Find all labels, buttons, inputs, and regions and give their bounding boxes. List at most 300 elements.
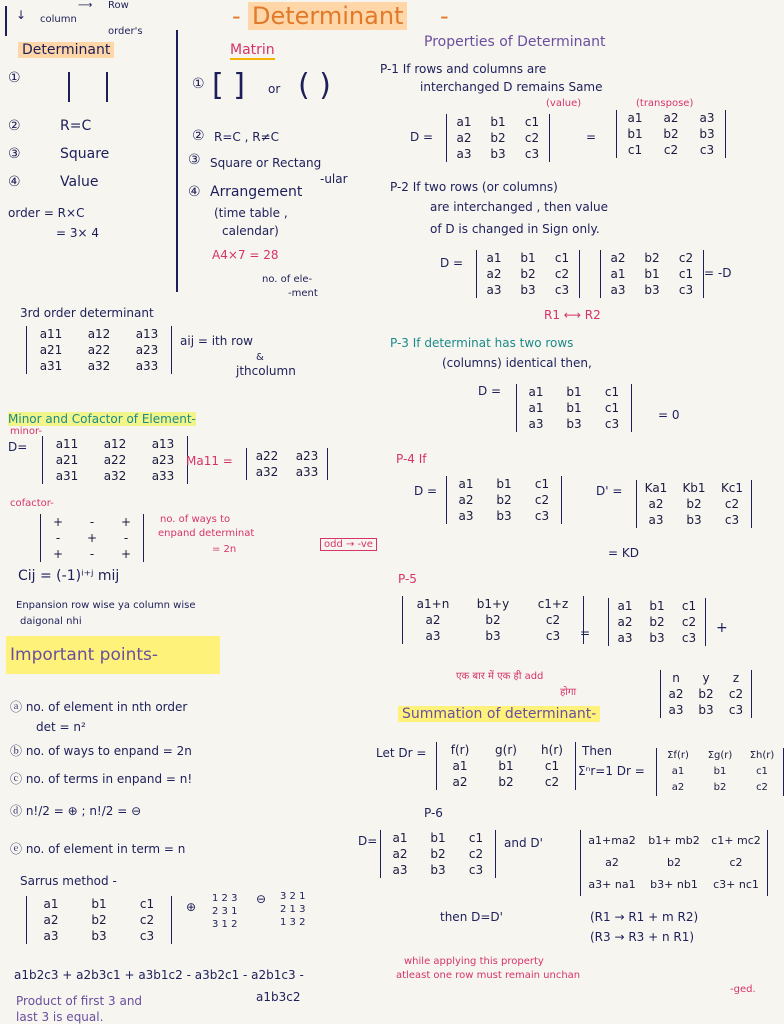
matrix-cell: a2 — [425, 613, 441, 627]
summation-left-matrix — [436, 742, 576, 790]
matrix-cell: c3+ nc1 — [713, 878, 759, 891]
matrix-cell: b1 — [520, 251, 536, 265]
matrix-cell: b1 — [490, 115, 506, 129]
matrix-cell: b1 — [498, 759, 514, 773]
matrix-cell: b1+y — [476, 597, 510, 611]
matrix-cell: c1 — [524, 115, 540, 129]
matrix-cell: a32 — [103, 469, 127, 483]
matrix-cell: a23 — [151, 453, 175, 467]
matrix-cell: c2 — [756, 782, 768, 793]
column-divider — [176, 30, 178, 292]
matrix-cell: b2 — [498, 775, 514, 789]
matrix-cell: a2 — [663, 111, 679, 125]
matrix-cell: c2 — [663, 143, 679, 157]
matrix-cell: c1 — [627, 143, 643, 157]
matrix-cell: c1 — [756, 766, 768, 777]
p5-hindi: एक बार में एक ही add — [456, 671, 544, 682]
p6-note-3: -ged. — [730, 984, 756, 995]
matrix-cell: - — [89, 547, 95, 561]
matrix-cell: a3 — [648, 513, 664, 527]
matrix-cell: a32 — [87, 359, 111, 373]
p4-text: P-4 If — [396, 452, 427, 466]
matrix-cell: - — [89, 515, 95, 529]
odd-note: odd → -ve — [320, 538, 377, 551]
matrix-cell: b3 — [91, 929, 107, 943]
sarrus-row: 3 2 1 — [280, 891, 306, 902]
or-label: or — [268, 82, 281, 96]
matrix-cell: b3 — [686, 513, 702, 527]
matrix-cell: b1+ mb2 — [648, 834, 700, 847]
p5-plus: + — [716, 620, 728, 636]
matrix-cell: a22 — [255, 449, 279, 463]
matrix-cell: a3 — [486, 283, 502, 297]
p6-and: and D' — [504, 836, 543, 850]
matrix-cell: c3 — [139, 929, 155, 943]
matrix-cell: b1 — [627, 127, 643, 141]
matrix-cell: b2 — [686, 497, 702, 511]
row-label: Row — [108, 0, 129, 11]
matrix-cell: c3 — [678, 283, 694, 297]
matrix-cell: a21 — [39, 343, 63, 357]
matrix-cell: b1 — [644, 267, 660, 281]
matrix-cell: c2 — [681, 615, 697, 629]
matrix-cell: a1 — [617, 599, 633, 613]
matrix-cell: c3 — [534, 509, 550, 523]
matrix-cell: a3 — [528, 417, 544, 431]
minor-heading: Minor and Cofactor of Element- — [8, 412, 196, 426]
p3-d-label: D = — [478, 384, 502, 398]
p2-eq: = -D — [704, 266, 732, 280]
matrix-cell: b1 — [496, 477, 512, 491]
minor-label: minor- — [10, 426, 43, 437]
matrix-cell: b2 — [667, 856, 681, 869]
matrix-cell: a1+n — [416, 597, 450, 611]
matrix-cell: a31 — [55, 469, 79, 483]
p2-swap: R1 ⟷ R2 — [544, 308, 601, 322]
p3-matrix — [516, 384, 632, 432]
matrix-cell: c3 — [728, 703, 744, 717]
summation-right-matrix — [656, 748, 784, 796]
matrix-cell: a13 — [135, 327, 159, 341]
ways-text-3: = 2n — [212, 544, 237, 555]
matrix-cell: a11 — [39, 327, 63, 341]
matrix-cell: a33 — [135, 359, 159, 373]
m-num-2: ② — [192, 128, 205, 144]
matrix-cell: b2 — [713, 782, 727, 793]
sarrus-row: 2 1 3 — [280, 904, 306, 915]
matrix-cell: b3 — [698, 703, 714, 717]
matrix-cell: a2 — [458, 493, 474, 507]
sarrus-plus-icon: ⊕ — [186, 900, 197, 914]
matrix-cell: a3 — [668, 703, 684, 717]
matrix-cell: a3 — [43, 929, 59, 943]
matrix-cell: a1 — [486, 251, 502, 265]
m-num-1: ① — [192, 76, 205, 92]
third-order-heading: 3rd order determinant — [20, 306, 154, 320]
num-2: ② — [8, 118, 21, 134]
matrix-cell: a3 — [617, 631, 633, 645]
matrix-cell: b3 — [496, 509, 512, 523]
p6-d-matrix — [380, 830, 496, 878]
matrix-cell: + — [120, 515, 132, 529]
matrix-cell: a23 — [135, 343, 159, 357]
matrix-cell: a3 — [425, 629, 441, 643]
p2-left-matrix — [476, 250, 580, 298]
row-arrow-icon: ⟶ — [78, 0, 93, 11]
matrix-cell: c2 — [139, 913, 155, 927]
matrix-cell: + — [52, 515, 64, 529]
matrix-cell: b2 — [496, 493, 512, 507]
p4-eq: = KD — [608, 546, 639, 560]
matrix-cell: a33 — [295, 465, 319, 479]
sarrus-plus-rows — [212, 892, 237, 931]
p3-text: P-3 If determinat has two rows — [390, 336, 574, 350]
matrix-cell: c1+z — [537, 597, 569, 611]
page-title: Determinant — [248, 2, 407, 30]
matrix-cell: b1 — [713, 766, 727, 777]
a-sub2: -ment — [288, 288, 318, 299]
rc-equal: R=C — [60, 118, 92, 134]
matrix-rc: R=C , R≠C — [214, 130, 279, 144]
matrix-cell: a3+ na1 — [588, 878, 636, 891]
summation-let: Let Dr = — [376, 746, 427, 760]
p1-right-matrix — [616, 110, 726, 158]
matrix-cell: - — [123, 531, 129, 545]
num-1: ① — [8, 70, 21, 86]
matrix-cell: a1 — [627, 111, 643, 125]
matrix-cell: c1+ mc2 — [711, 834, 761, 847]
matrix-cell: c3 — [724, 513, 740, 527]
matrix-cell: c1 — [678, 267, 694, 281]
sarrus-row: 3 1 2 — [212, 919, 238, 930]
matrix-cell: a1 — [458, 477, 474, 491]
matrix-cell: c3 — [681, 631, 697, 645]
sarrus-heading: Sarrus method - — [20, 874, 117, 888]
sarrus-row: 1 2 3 — [212, 893, 238, 904]
matrix-cell: a2 — [43, 913, 59, 927]
matrix-cell: h(r) — [541, 743, 563, 757]
minor-matrix — [42, 436, 188, 484]
aij-amp: & — [256, 352, 264, 363]
det-bar-left — [68, 72, 70, 102]
matrix-cell: b2 — [430, 847, 446, 861]
p5-mid-matrix — [608, 598, 706, 646]
p1-left-matrix — [446, 114, 550, 162]
summation-then: Then — [582, 744, 612, 758]
orders-label: order's — [108, 26, 143, 37]
matrix-cell: c1 — [681, 599, 697, 613]
p4-left-matrix — [446, 476, 562, 524]
square-label: Square — [60, 146, 110, 162]
point-e: ⓔ no. of element in term = n — [10, 842, 186, 856]
matrix-cell: a2 — [617, 615, 633, 629]
matrix-cell: c1 — [604, 401, 620, 415]
matrix-cell: f(r) — [450, 743, 470, 757]
matrix-cell: Σg(r) — [707, 750, 733, 761]
p3-text-2: (columns) identical then, — [442, 356, 592, 370]
p2-text-2: are interchanged , then value — [430, 200, 609, 214]
matrix-cell: a13 — [151, 437, 175, 451]
matrix-arrangement: Arrangement — [210, 184, 303, 200]
matrix-cell: n — [672, 671, 680, 685]
matrix-cell: c2 — [524, 131, 540, 145]
third-order-matrix — [26, 326, 172, 374]
a-sub: no. of ele- — [262, 274, 313, 285]
matrix-cell: a1 — [528, 401, 544, 415]
p1-d-label: D = — [410, 130, 434, 144]
matrix-cell: a2 — [668, 687, 684, 701]
p6-d-label: D= — [358, 834, 378, 848]
matrix-cell: c3 — [468, 863, 484, 877]
p1-eq: = — [586, 130, 597, 144]
matrix-cell: c3 — [545, 629, 561, 643]
point-b: ⓑ no. of ways to enpand = 2n — [10, 744, 192, 758]
p6-op2: (R3 → R3 + n R1) — [590, 930, 695, 944]
matrix-cell: b3+ nb1 — [650, 878, 698, 891]
matrix-cell: a31 — [39, 359, 63, 373]
matrix-cell: b2 — [91, 913, 107, 927]
matrix-heading: Matrin — [230, 42, 275, 58]
matrix-cell: z — [732, 671, 740, 685]
title-dash-left: - — [232, 2, 241, 30]
matrix-cell: + — [86, 531, 98, 545]
matrix-cell: + — [52, 547, 64, 561]
matrix-cell: a21 — [55, 453, 79, 467]
matrix-cell: a1+ma2 — [588, 834, 636, 847]
det-bar-right — [106, 72, 108, 102]
matrix-cell: b2 — [520, 267, 536, 281]
value-label: Value — [60, 174, 99, 190]
matrix-cell: c2 — [534, 493, 550, 507]
p5-right-matrix — [660, 670, 752, 718]
order-value: = 3× 4 — [56, 226, 100, 240]
matrix-cell: b1 — [566, 385, 582, 399]
point-a-2: det = n² — [36, 720, 86, 734]
matrix-cell: a12 — [103, 437, 127, 451]
p6-label: P-6 — [424, 806, 443, 820]
p6-note-2: atleast one row must remain unchan — [396, 970, 581, 981]
matrix-arrangement-b: (time table , — [214, 206, 288, 220]
p6-op1: (R1 → R1 + m R2) — [590, 910, 699, 924]
p1-text-2: interchanged D remains Same — [420, 80, 603, 94]
sarrus-formula: a1b2c3 + a2b3c1 + a3b1c2 - a3b2c1 - a2b1c3 - — [14, 968, 304, 982]
matrix-cell: Σh(r) — [749, 750, 775, 761]
column-label: column — [40, 14, 77, 25]
matrix-cell: c2 — [729, 856, 743, 869]
minor-m-label: Ma11 = — [186, 454, 233, 468]
matrix-cell: b3 — [430, 863, 446, 877]
matrix-cell: b3 — [490, 147, 506, 161]
matrix-cell: + — [120, 547, 132, 561]
num-3: ③ — [8, 146, 21, 162]
column-arrow-icon: ↓ — [16, 8, 27, 22]
matrix-cell: b2 — [490, 131, 506, 145]
matrix-cell: a12 — [87, 327, 111, 341]
header-bar — [5, 6, 10, 36]
aij-def: aij = ith row — [180, 334, 253, 348]
p1-text: P-1 If rows and columns are — [380, 62, 547, 76]
p2-text: P-2 If two rows (or columns) — [390, 180, 558, 194]
matrix-cell: b1 — [566, 401, 582, 415]
p4-right-matrix — [636, 480, 752, 528]
cij-formula: Cij = (-1)ⁱ⁺ʲ mij — [18, 568, 120, 584]
matrix-cell: c2 — [678, 251, 694, 265]
matrix-cell: Σf(r) — [667, 750, 689, 761]
matrix-cell: b3 — [699, 127, 715, 141]
point-d: ⓓ n!/2 = ⊕ ; n!/2 = ⊖ — [10, 804, 142, 818]
matrix-cell: c2 — [468, 847, 484, 861]
p5-eq: = — [580, 626, 591, 640]
matrix-cell: a2 — [452, 775, 468, 789]
order-formula: order = R×C — [8, 206, 85, 220]
matrix-cell: Kb1 — [682, 481, 706, 495]
matrix-cell: a22 — [87, 343, 111, 357]
matrix-cell: a22 — [103, 453, 127, 467]
matrix-cell: y — [702, 671, 710, 685]
matrix-cell: a1 — [392, 831, 408, 845]
matrix-cell: c2 — [724, 497, 740, 511]
sarrus-row: 2 3 1 — [212, 906, 238, 917]
p2-text-3: of D is changed in Sign only. — [430, 222, 600, 236]
summation-heading: Summation of determinant- — [398, 706, 600, 722]
matrix-cell: b1 — [649, 599, 665, 613]
matrix-cell: a2 — [605, 856, 619, 869]
matrix-cell: a1 — [452, 759, 468, 773]
p5-hindi-2: होगा — [560, 687, 577, 698]
bracket-round-icon: ( ) — [298, 68, 331, 103]
p1-transpose: (transpose) — [636, 98, 694, 109]
ways-text-2: enpand determinat — [158, 528, 255, 539]
properties-heading: Properties of Determinant — [424, 34, 606, 50]
matrix-cell: b2 — [649, 615, 665, 629]
matrix-cell: c3 — [554, 283, 570, 297]
p3-eq: = 0 — [658, 408, 680, 422]
p4-dp-label: D' = — [596, 484, 623, 498]
p6-dprime-matrix — [580, 830, 768, 896]
matrix-cell: b2 — [644, 251, 660, 265]
diagonal-note: daigonal nhi — [20, 616, 82, 627]
matrix-square-b: -ular — [320, 172, 348, 186]
matrix-cell: b2 — [663, 127, 679, 141]
num-4: ④ — [8, 174, 21, 190]
matrix-cell: b1 — [91, 897, 107, 911]
matrix-cell: c2 — [544, 775, 560, 789]
matrix-cell: a1 — [456, 115, 472, 129]
a-note: A4×7 = 28 — [212, 248, 279, 262]
determinant-heading: Determinant — [18, 42, 114, 58]
matrix-cell: Ka1 — [644, 481, 668, 495]
matrix-cell: a3 — [392, 863, 408, 877]
matrix-cell: Kc1 — [720, 481, 744, 495]
matrix-cell: a2 — [610, 251, 626, 265]
matrix-cell: c3 — [524, 147, 540, 161]
minor-m11-matrix — [246, 448, 328, 480]
p1-value: (value) — [546, 98, 582, 109]
sarrus-minus-rows — [280, 890, 305, 929]
matrix-cell: c1 — [534, 477, 550, 491]
m-num-4: ④ — [188, 184, 201, 200]
matrix-cell: c2 — [554, 267, 570, 281]
ways-text: no. of ways to — [160, 514, 231, 525]
matrix-cell: a2 — [456, 131, 472, 145]
matrix-cell: b1 — [430, 831, 446, 845]
matrix-cell: - — [55, 531, 61, 545]
matrix-cell: a1 — [528, 385, 544, 399]
matrix-cell: a23 — [295, 449, 319, 463]
matrix-cell: a3 — [456, 147, 472, 161]
p6-note: while applying this property — [404, 956, 544, 967]
expansion-note: Enpansion row wise ya column wise — [16, 600, 196, 611]
matrix-cell: c3 — [604, 417, 620, 431]
p2-d-label: D = — [440, 256, 464, 270]
matrix-cell: a1 — [671, 766, 685, 777]
minor-d-label: D= — [8, 440, 28, 454]
matrix-arrangement-c: calendar) — [222, 224, 279, 238]
matrix-cell: b3 — [649, 631, 665, 645]
matrix-cell: b3 — [644, 283, 660, 297]
title-dash-right: - — [440, 2, 449, 30]
cofactor-sign-matrix — [40, 514, 144, 562]
matrix-cell: a2 — [486, 267, 502, 281]
matrix-cell: c1 — [554, 251, 570, 265]
matrix-cell: a11 — [55, 437, 79, 451]
matrix-cell: b3 — [566, 417, 582, 431]
matrix-cell: a2 — [648, 497, 664, 511]
sarrus-formula-2: a1b3c2 — [256, 990, 301, 1004]
matrix-cell: a3 — [610, 283, 626, 297]
matrix-square: Square or Rectang — [210, 156, 322, 170]
bracket-square-icon: [ ] — [212, 68, 245, 103]
important-heading: Important points- — [6, 636, 220, 674]
product-note: Product of first 3 and — [16, 994, 143, 1008]
jth-column: jthcolumn — [236, 364, 296, 378]
point-a: ⓐ no. of element in nth order — [10, 700, 188, 714]
matrix-cell: a32 — [255, 465, 279, 479]
matrix-cell: c1 — [544, 759, 560, 773]
p2-right-matrix — [600, 250, 704, 298]
matrix-cell: a1 — [43, 897, 59, 911]
matrix-cell: c2 — [728, 687, 744, 701]
matrix-cell: c1 — [468, 831, 484, 845]
m-num-3: ③ — [188, 152, 201, 168]
sarrus-minus-icon: ⊖ — [256, 892, 267, 906]
matrix-cell: a2 — [392, 847, 408, 861]
matrix-cell: b3 — [520, 283, 536, 297]
p5-text: P-5 — [398, 572, 417, 586]
matrix-cell: a3 — [699, 111, 715, 125]
point-c: ⓒ no. of terms in enpand = n! — [10, 772, 193, 786]
product-note-2: last 3 is equal. — [16, 1010, 104, 1024]
p6-then: then D=D' — [440, 910, 503, 924]
matrix-cell: b2 — [485, 613, 501, 627]
matrix-cell: c1 — [139, 897, 155, 911]
matrix-cell: a33 — [151, 469, 175, 483]
cofactor-label: cofactor- — [10, 498, 54, 509]
matrix-cell: c1 — [604, 385, 620, 399]
matrix-cell: b3 — [485, 629, 501, 643]
sarrus-matrix — [26, 896, 172, 944]
sarrus-row: 1 3 2 — [280, 917, 306, 928]
p5-left-matrix — [402, 596, 584, 644]
matrix-cell: g(r) — [495, 743, 517, 757]
matrix-cell: a2 — [671, 782, 685, 793]
matrix-cell: a3 — [458, 509, 474, 523]
matrix-cell: c2 — [545, 613, 561, 627]
matrix-cell: a1 — [610, 267, 626, 281]
matrix-cell: c3 — [699, 143, 715, 157]
matrix-cell: b2 — [698, 687, 714, 701]
summation-sigma: Σⁿr=1 Dr = — [578, 764, 645, 778]
